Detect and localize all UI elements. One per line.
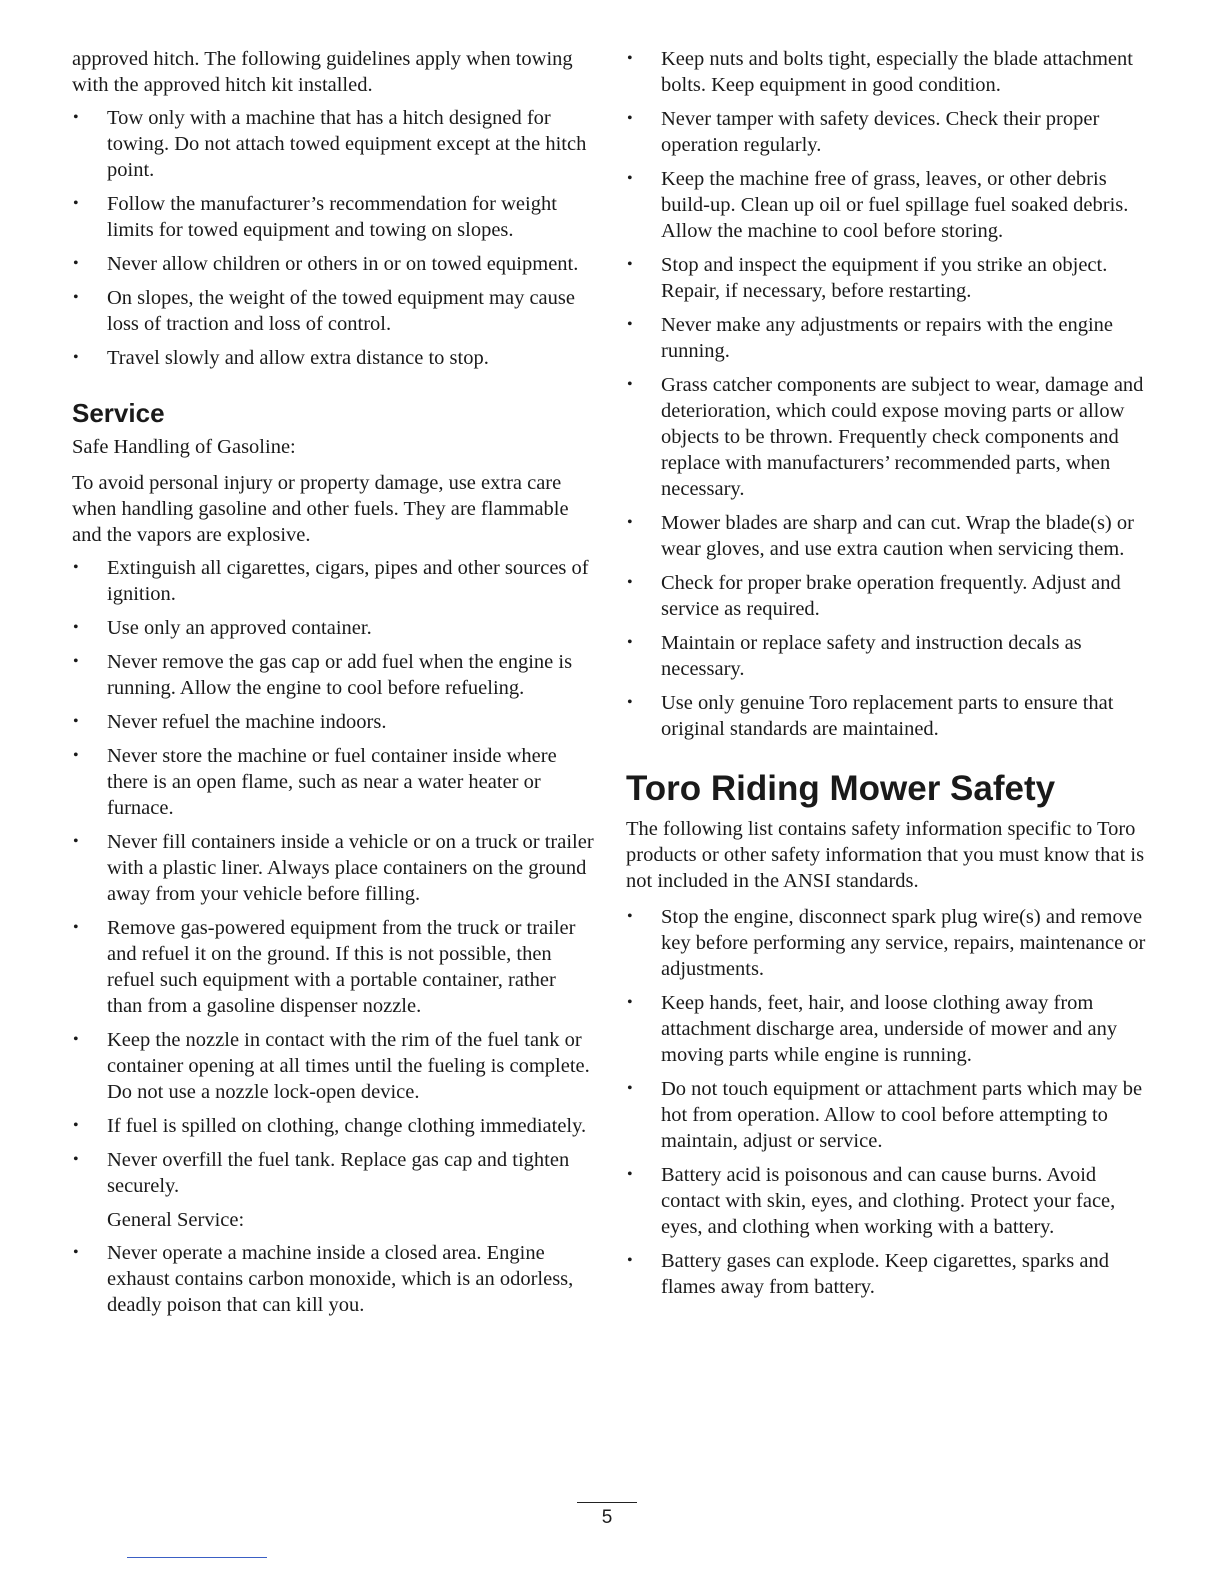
list-item: • On slopes, the weight of the towed equipment may cause loss of traction and loss of control.	[72, 285, 596, 337]
list-item: • Never tamper with safety devices. Check their proper operation regularly.	[626, 106, 1150, 158]
list-item: • Use only an approved container.	[72, 615, 596, 641]
gasoline-intro: To avoid personal injury or property damage, use extra care when handling gasoline and other fuels. They are flammable and the vapors are explosive.	[72, 472, 569, 546]
list-item: • If fuel is spilled on clothing, change clothing immediately.	[72, 1113, 596, 1139]
list-item: • Use only genuine Toro replacement parts to ensure that original standards are maintained.	[626, 690, 1150, 742]
right-column	[626, 46, 1150, 1308]
list-item: • Stop and inspect the equipment if you strike an object. Repair, if necessary, before restarting.	[626, 252, 1150, 304]
list-item: • Never overfill the fuel tank. Replace gas cap and tighten securely.	[72, 1147, 596, 1199]
list-item: • Do not touch equipment or attachment parts which may be hot from operation. Allow to cool before attempting to maintain, adjust or service.	[626, 1076, 1150, 1154]
list-item: • Check for proper brake operation frequently. Adjust and service as required.	[626, 570, 1150, 622]
list-item: • Never operate a machine inside a closed area. Engine exhaust contains carbon monoxide, which is an odorless, deadly poison that can kill you.	[72, 1240, 596, 1318]
general-service-label: General Service:	[107, 1209, 245, 1231]
service-list	[626, 46, 1150, 742]
toro-safety-list	[626, 904, 1150, 1300]
left-column	[72, 46, 596, 1326]
list-item: • Stop the engine, disconnect spark plug wire(s) and remove key before performing any service, repairs, maintenance or adjustments.	[626, 904, 1150, 982]
list-item: • Travel slowly and allow extra distance to stop.	[72, 345, 596, 371]
list-item: • Keep the nozzle in contact with the rim of the fuel tank or container opening at all times until the fueling is complete. Do not use a nozzle lock-open device.	[72, 1027, 596, 1105]
list-item: • Follow the manufacturer’s recommendation for weight limits for towed equipment and towing on slopes.	[72, 191, 596, 243]
list-item: • Never remove the gas cap or add fuel when the engine is running. Allow the engine to cool before refueling.	[72, 649, 596, 701]
list-item: • Never allow children or others in or on towed equipment.	[72, 251, 596, 277]
list-item: • Battery gases can explode. Keep cigarettes, sparks and flames away from battery.	[626, 1248, 1150, 1300]
footer-link-line	[127, 1557, 267, 1558]
list-item: • Keep the machine free of grass, leaves, or other debris build-up. Clean up oil or fuel spillage fuel soaked debris. Allow the machine to cool before storing.	[626, 166, 1150, 244]
list-item: • Mower blades are sharp and can cut. Wrap the blade(s) or wear gloves, and use extra caution when servicing them.	[626, 510, 1150, 562]
service-heading: Service	[72, 398, 165, 428]
list-item: • Never store the machine or fuel container inside where there is an open flame, such as near a water heater or furnace.	[72, 743, 596, 821]
list-item: • Extinguish all cigarettes, cigars, pipes and other sources of ignition.	[72, 555, 596, 607]
toro-intro: The following list contains safety information specific to Toro products or other safety information that you must know that is not included in the ANSI standards.	[626, 818, 1145, 892]
general-service-list	[72, 1240, 596, 1318]
towing-intro: approved hitch. The following guidelines apply when towing with the approved hitch kit installed.	[72, 48, 573, 96]
list-item: • Keep hands, feet, hair, and loose clothing away from attachment discharge area, underside of mower and any moving parts while engine is running.	[626, 990, 1150, 1068]
list-item: • Never make any adjustments or repairs with the engine running.	[626, 312, 1150, 364]
page-number-rule	[577, 1502, 637, 1503]
list-item: • Remove gas-powered equipment from the truck or trailer and refuel it on the ground. If this is not possible, then refuel such equipment with a portable container, rather than from a gasoline dispenser nozzle.	[72, 915, 596, 1019]
list-item: • Never fill containers inside a vehicle or on a truck or trailer with a plastic liner. Always place containers on the ground away from your vehicle before filling.	[72, 829, 596, 907]
list-item: • Maintain or replace safety and instruction decals as necessary.	[626, 630, 1150, 682]
list-item: • Grass catcher components are subject to wear, damage and deterioration, which could expose moving parts or allow objects to be thrown. Frequently check components and replace with manufacturers’ recommended parts, when necessary.	[626, 372, 1150, 502]
list-item: • Battery acid is poisonous and can cause burns. Avoid contact with skin, eyes, and clothing. Protect your face, eyes, and clothing when working with a battery.	[626, 1162, 1150, 1240]
towing-list	[72, 105, 596, 371]
list-item: • Never refuel the machine indoors.	[72, 709, 596, 735]
toro-safety-heading: Toro Riding Mower Safety	[626, 769, 1056, 808]
list-item: • Tow only with a machine that has a hitch designed for towing. Do not attach towed equipment except at the hitch point.	[72, 105, 596, 183]
page-number: 5	[601, 1507, 613, 1528]
list-item: • Keep nuts and bolts tight, especially the blade attachment bolts. Keep equipment in good condition.	[626, 46, 1150, 98]
gasoline-list	[72, 555, 596, 1199]
gasoline-label: Safe Handling of Gasoline:	[72, 436, 296, 458]
